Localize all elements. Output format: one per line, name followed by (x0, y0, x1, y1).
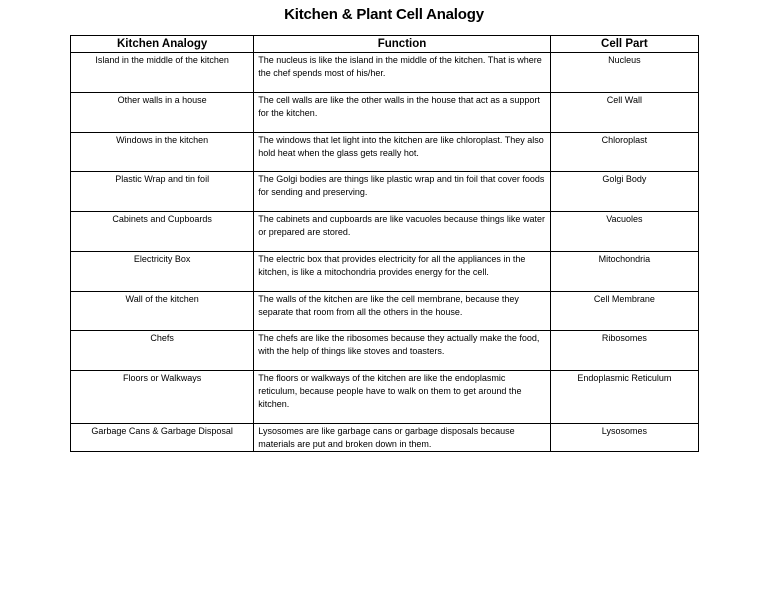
cell-part-cell: Cell Wall (550, 93, 698, 133)
function-cell: The Golgi bodies are things like plastic wrap and tin foil that cover foods for sending and preserving. (254, 172, 550, 212)
table-row (71, 252, 699, 292)
table-row (71, 53, 699, 93)
kitchen-analogy-cell: Wall of the kitchen (71, 292, 254, 331)
table-row (71, 133, 699, 172)
table-row (71, 292, 699, 331)
cell-part-cell: Vacuoles (550, 212, 698, 252)
function-cell: The cell walls are like the other walls in the house that act as a support for the kitchen. (254, 93, 550, 133)
header-function: Function (254, 36, 550, 53)
cell-part-cell: Nucleus (550, 53, 698, 93)
table-row (71, 371, 699, 424)
kitchen-analogy-cell: Island in the middle of the kitchen (71, 53, 254, 93)
function-cell: Lysosomes are like garbage cans or garbage disposals because materials are put and broken down in them. (254, 424, 550, 452)
function-cell: The windows that let light into the kitchen are like chloroplast. They also hold heat when the glass gets really hot. (254, 133, 550, 172)
header-cell-part: Cell Part (550, 36, 698, 53)
function-cell: The nucleus is like the island in the middle of the kitchen. That is where the chef spends most of his/her. (254, 53, 550, 93)
cell-part-cell: Golgi Body (550, 172, 698, 212)
cell-part-cell: Lysosomes (550, 424, 698, 452)
table-row (71, 331, 699, 371)
function-cell: The electric box that provides electricity for all the appliances in the kitchen, is like a mitochondria provides energy for the cell. (254, 252, 550, 292)
table-row (71, 212, 699, 252)
kitchen-analogy-cell: Garbage Cans & Garbage Disposal (71, 424, 254, 452)
table-row (71, 172, 699, 212)
table-row (71, 93, 699, 133)
function-cell: The chefs are like the ribosomes because they actually make the food, with the help of things like stoves and toasters. (254, 331, 550, 371)
page-title: Kitchen & Plant Cell Analogy (284, 6, 484, 23)
cell-part-cell: Mitochondria (550, 252, 698, 292)
cell-part-cell: Ribosomes (550, 331, 698, 371)
table-row (71, 424, 699, 452)
function-cell: The floors or walkways of the kitchen are like the endoplasmic reticulum, because people have to walk on them to get around the kitchen. (254, 371, 550, 424)
function-cell: The cabinets and cupboards are like vacuoles because things like water or prepared are stored. (254, 212, 550, 252)
kitchen-analogy-cell: Plastic Wrap and tin foil (71, 172, 254, 212)
table-header-row (71, 36, 699, 53)
kitchen-analogy-cell: Other walls in a house (71, 93, 254, 133)
cell-part-cell: Endoplasmic Reticulum (550, 371, 698, 424)
kitchen-analogy-cell: Chefs (71, 331, 254, 371)
cell-part-cell: Cell Membrane (550, 292, 698, 331)
cell-part-cell: Chloroplast (550, 133, 698, 172)
kitchen-analogy-cell: Electricity Box (71, 252, 254, 292)
analogy-table (70, 35, 699, 452)
kitchen-analogy-cell: Floors or Walkways (71, 371, 254, 424)
kitchen-analogy-cell: Windows in the kitchen (71, 133, 254, 172)
header-kitchen-analogy: Kitchen Analogy (71, 36, 254, 53)
function-cell: The walls of the kitchen are like the cell membrane, because they separate that room from all the others in the house. (254, 292, 550, 331)
kitchen-analogy-cell: Cabinets and Cupboards (71, 212, 254, 252)
